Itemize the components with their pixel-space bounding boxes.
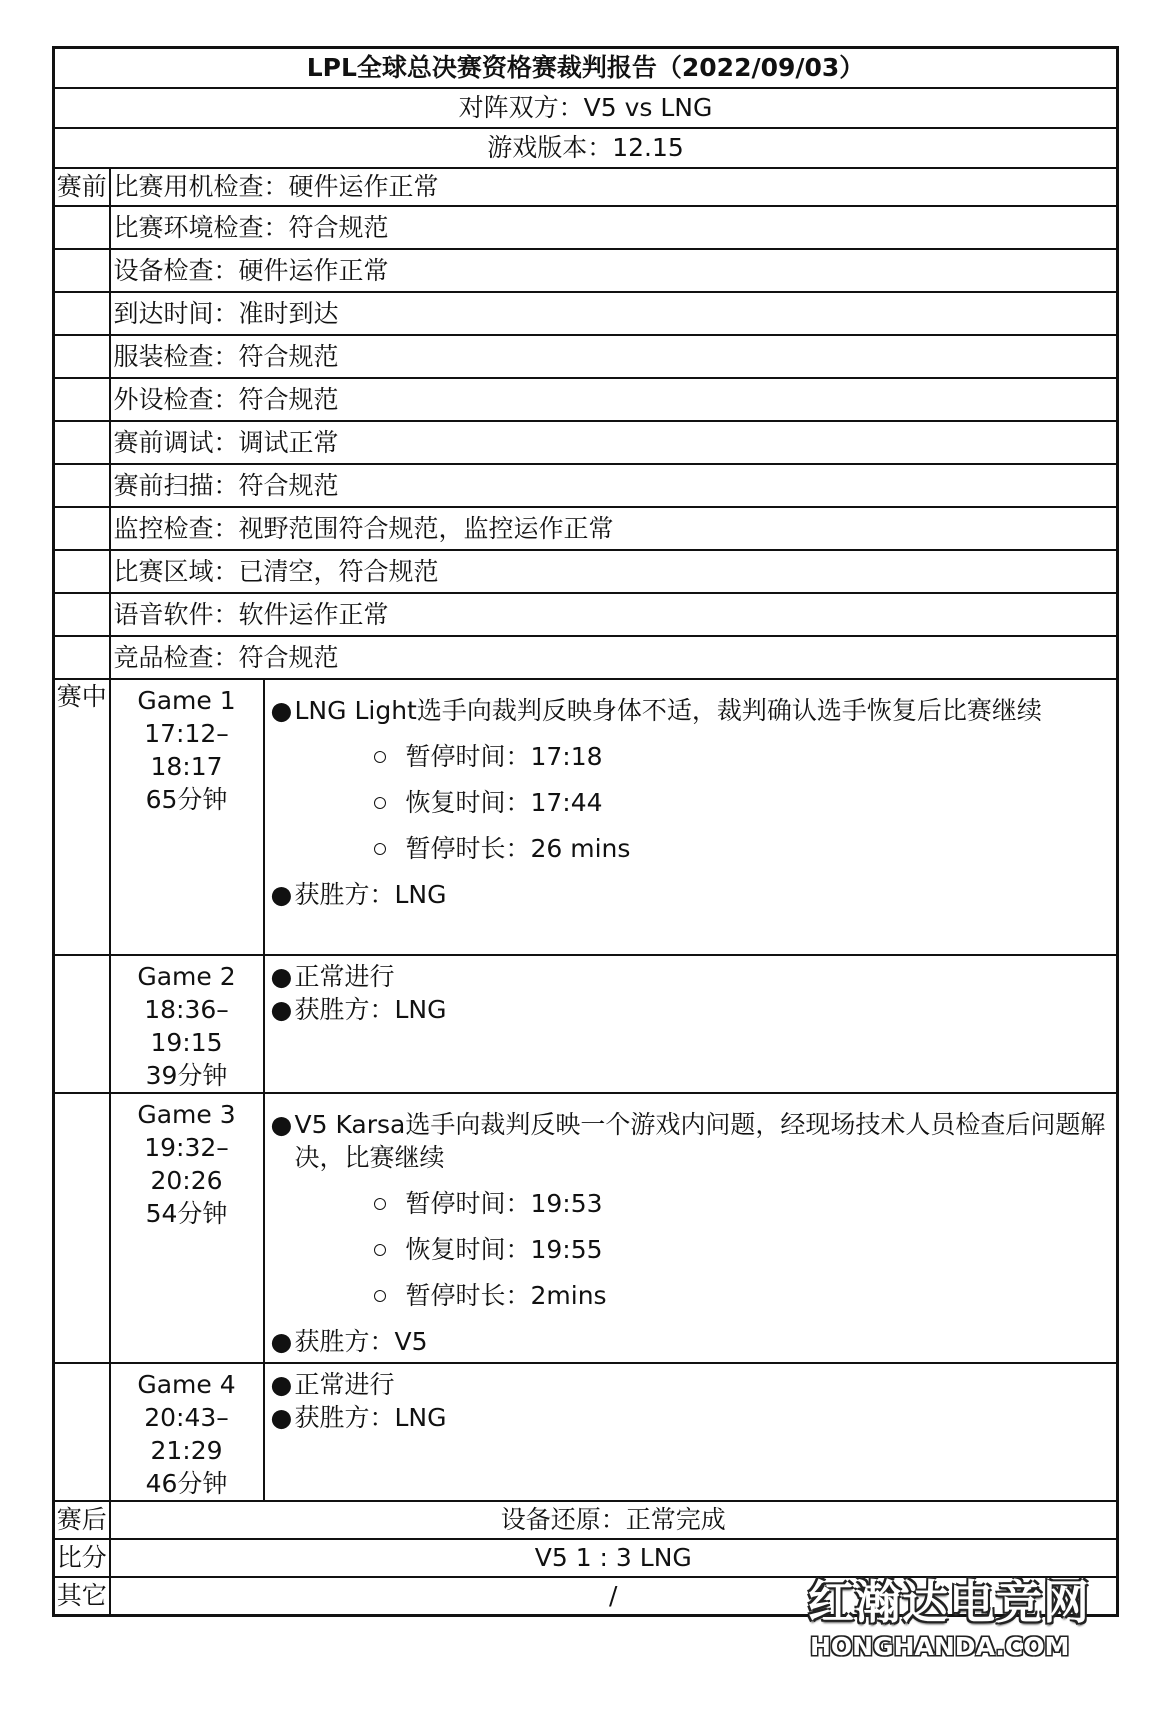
game-info: [110, 1093, 264, 1363]
post-match-label: 赛后: [54, 1501, 110, 1539]
score-value: V5 1 : 3 LNG: [110, 1539, 1118, 1577]
game-time: 19:32–20:26: [144, 1133, 229, 1195]
game-winner: 获胜方：LNG: [294, 880, 447, 909]
resume-time: 恢复时间：19:55: [405, 1235, 603, 1264]
bullet-icon: ●: [270, 880, 293, 909]
game-winner: 获胜方：LNG: [294, 995, 447, 1024]
bullet-icon: ●: [270, 1327, 293, 1356]
game-time: 17:12–18:17: [144, 719, 229, 781]
bullet-icon: ●: [270, 1403, 293, 1432]
pre-match-item: 设备检查：硬件运作正常: [110, 249, 1118, 292]
circle-bullet-icon: [374, 843, 386, 855]
game-status: 正常进行: [294, 962, 395, 991]
other-label: 其它: [54, 1577, 110, 1615]
game-notes: [264, 955, 1118, 1093]
game-duration: 54分钟: [145, 1199, 228, 1228]
other-value: /: [110, 1577, 1118, 1615]
game-duration: 46分钟: [145, 1469, 228, 1498]
bullet-icon: ●: [270, 1370, 293, 1399]
game-duration: 65分钟: [145, 785, 228, 814]
pre-match-item: 比赛区域：已清空，符合规范: [110, 550, 1118, 593]
game-notes: [264, 1093, 1118, 1363]
pause-time: 暂停时间：17:18: [405, 742, 603, 771]
score-label: 比分: [54, 1539, 110, 1577]
pre-match-label: 赛前: [54, 168, 110, 206]
bullet-icon: ●: [270, 696, 293, 725]
circle-bullet-icon: [374, 1290, 386, 1302]
game-notes: [264, 1363, 1118, 1501]
pre-match-item: 比赛环境检查：符合规范: [110, 206, 1118, 249]
pre-match-item: 赛前调试：调试正常: [110, 421, 1118, 464]
game-event: V5 Karsa选手向裁判反映一个游戏内问题，经现场技术人员检查后问题解决，比赛继续: [294, 1110, 1106, 1172]
resume-time: 恢复时间：17:44: [405, 788, 603, 817]
game-time: 18:36–19:15: [144, 995, 229, 1057]
bullet-icon: ●: [270, 962, 293, 991]
in-match-label: 赛中: [54, 679, 110, 955]
game-name: Game 1: [137, 686, 236, 715]
game-info: [110, 1363, 264, 1501]
referee-report-table: [52, 46, 1119, 1617]
pre-match-item: 外设检查：符合规范: [110, 378, 1118, 421]
circle-bullet-icon: [374, 797, 386, 809]
pre-match-item: 竞品检查：符合规范: [110, 636, 1118, 679]
game-event: LNG Light选手向裁判反映身体不适，裁判确认选手恢复后比赛继续: [294, 696, 1042, 725]
game-info: [110, 955, 264, 1093]
game-duration: 39分钟: [145, 1061, 228, 1090]
pause-time: 暂停时间：19:53: [405, 1189, 603, 1218]
game-version: 游戏版本：12.15: [54, 128, 1118, 168]
watermark-en: HONGHANDA.COM: [810, 1632, 1070, 1661]
game-name: Game 2: [137, 962, 236, 991]
pre-match-item: 服装检查：符合规范: [110, 335, 1118, 378]
report-title: LPL全球总决赛资格赛裁判报告（2022/09/03）: [54, 48, 1118, 89]
game-notes: [264, 679, 1118, 955]
bullet-icon: ●: [270, 995, 293, 1024]
circle-bullet-icon: [374, 1244, 386, 1256]
pause-length: 暂停时长：2mins: [405, 1281, 607, 1310]
game-winner: 获胜方：V5: [294, 1327, 428, 1356]
pre-match-item: 比赛用机检查：硬件运作正常: [110, 168, 1118, 206]
pause-length: 暂停时长：26 mins: [405, 834, 631, 863]
pre-match-item: 赛前扫描：符合规范: [110, 464, 1118, 507]
bullet-icon: ●: [270, 1110, 293, 1139]
game-winner: 获胜方：LNG: [294, 1403, 447, 1432]
game-time: 20:43–21:29: [144, 1403, 229, 1465]
pre-match-item: 到达时间：准时到达: [110, 292, 1118, 335]
game-info: [110, 679, 264, 955]
post-match-value: 设备还原：正常完成: [110, 1501, 1118, 1539]
game-name: Game 3: [137, 1100, 236, 1129]
pre-match-item: 语音软件：软件运作正常: [110, 593, 1118, 636]
circle-bullet-icon: [374, 1198, 386, 1210]
matchup: 对阵双方：V5 vs LNG: [54, 88, 1118, 128]
circle-bullet-icon: [374, 751, 386, 763]
watermark-cn: 红瀚达电竞网: [808, 1575, 1090, 1629]
pre-match-item: 监控检查：视野范围符合规范，监控运作正常: [110, 507, 1118, 550]
game-status: 正常进行: [294, 1370, 395, 1399]
game-name: Game 4: [137, 1370, 236, 1399]
